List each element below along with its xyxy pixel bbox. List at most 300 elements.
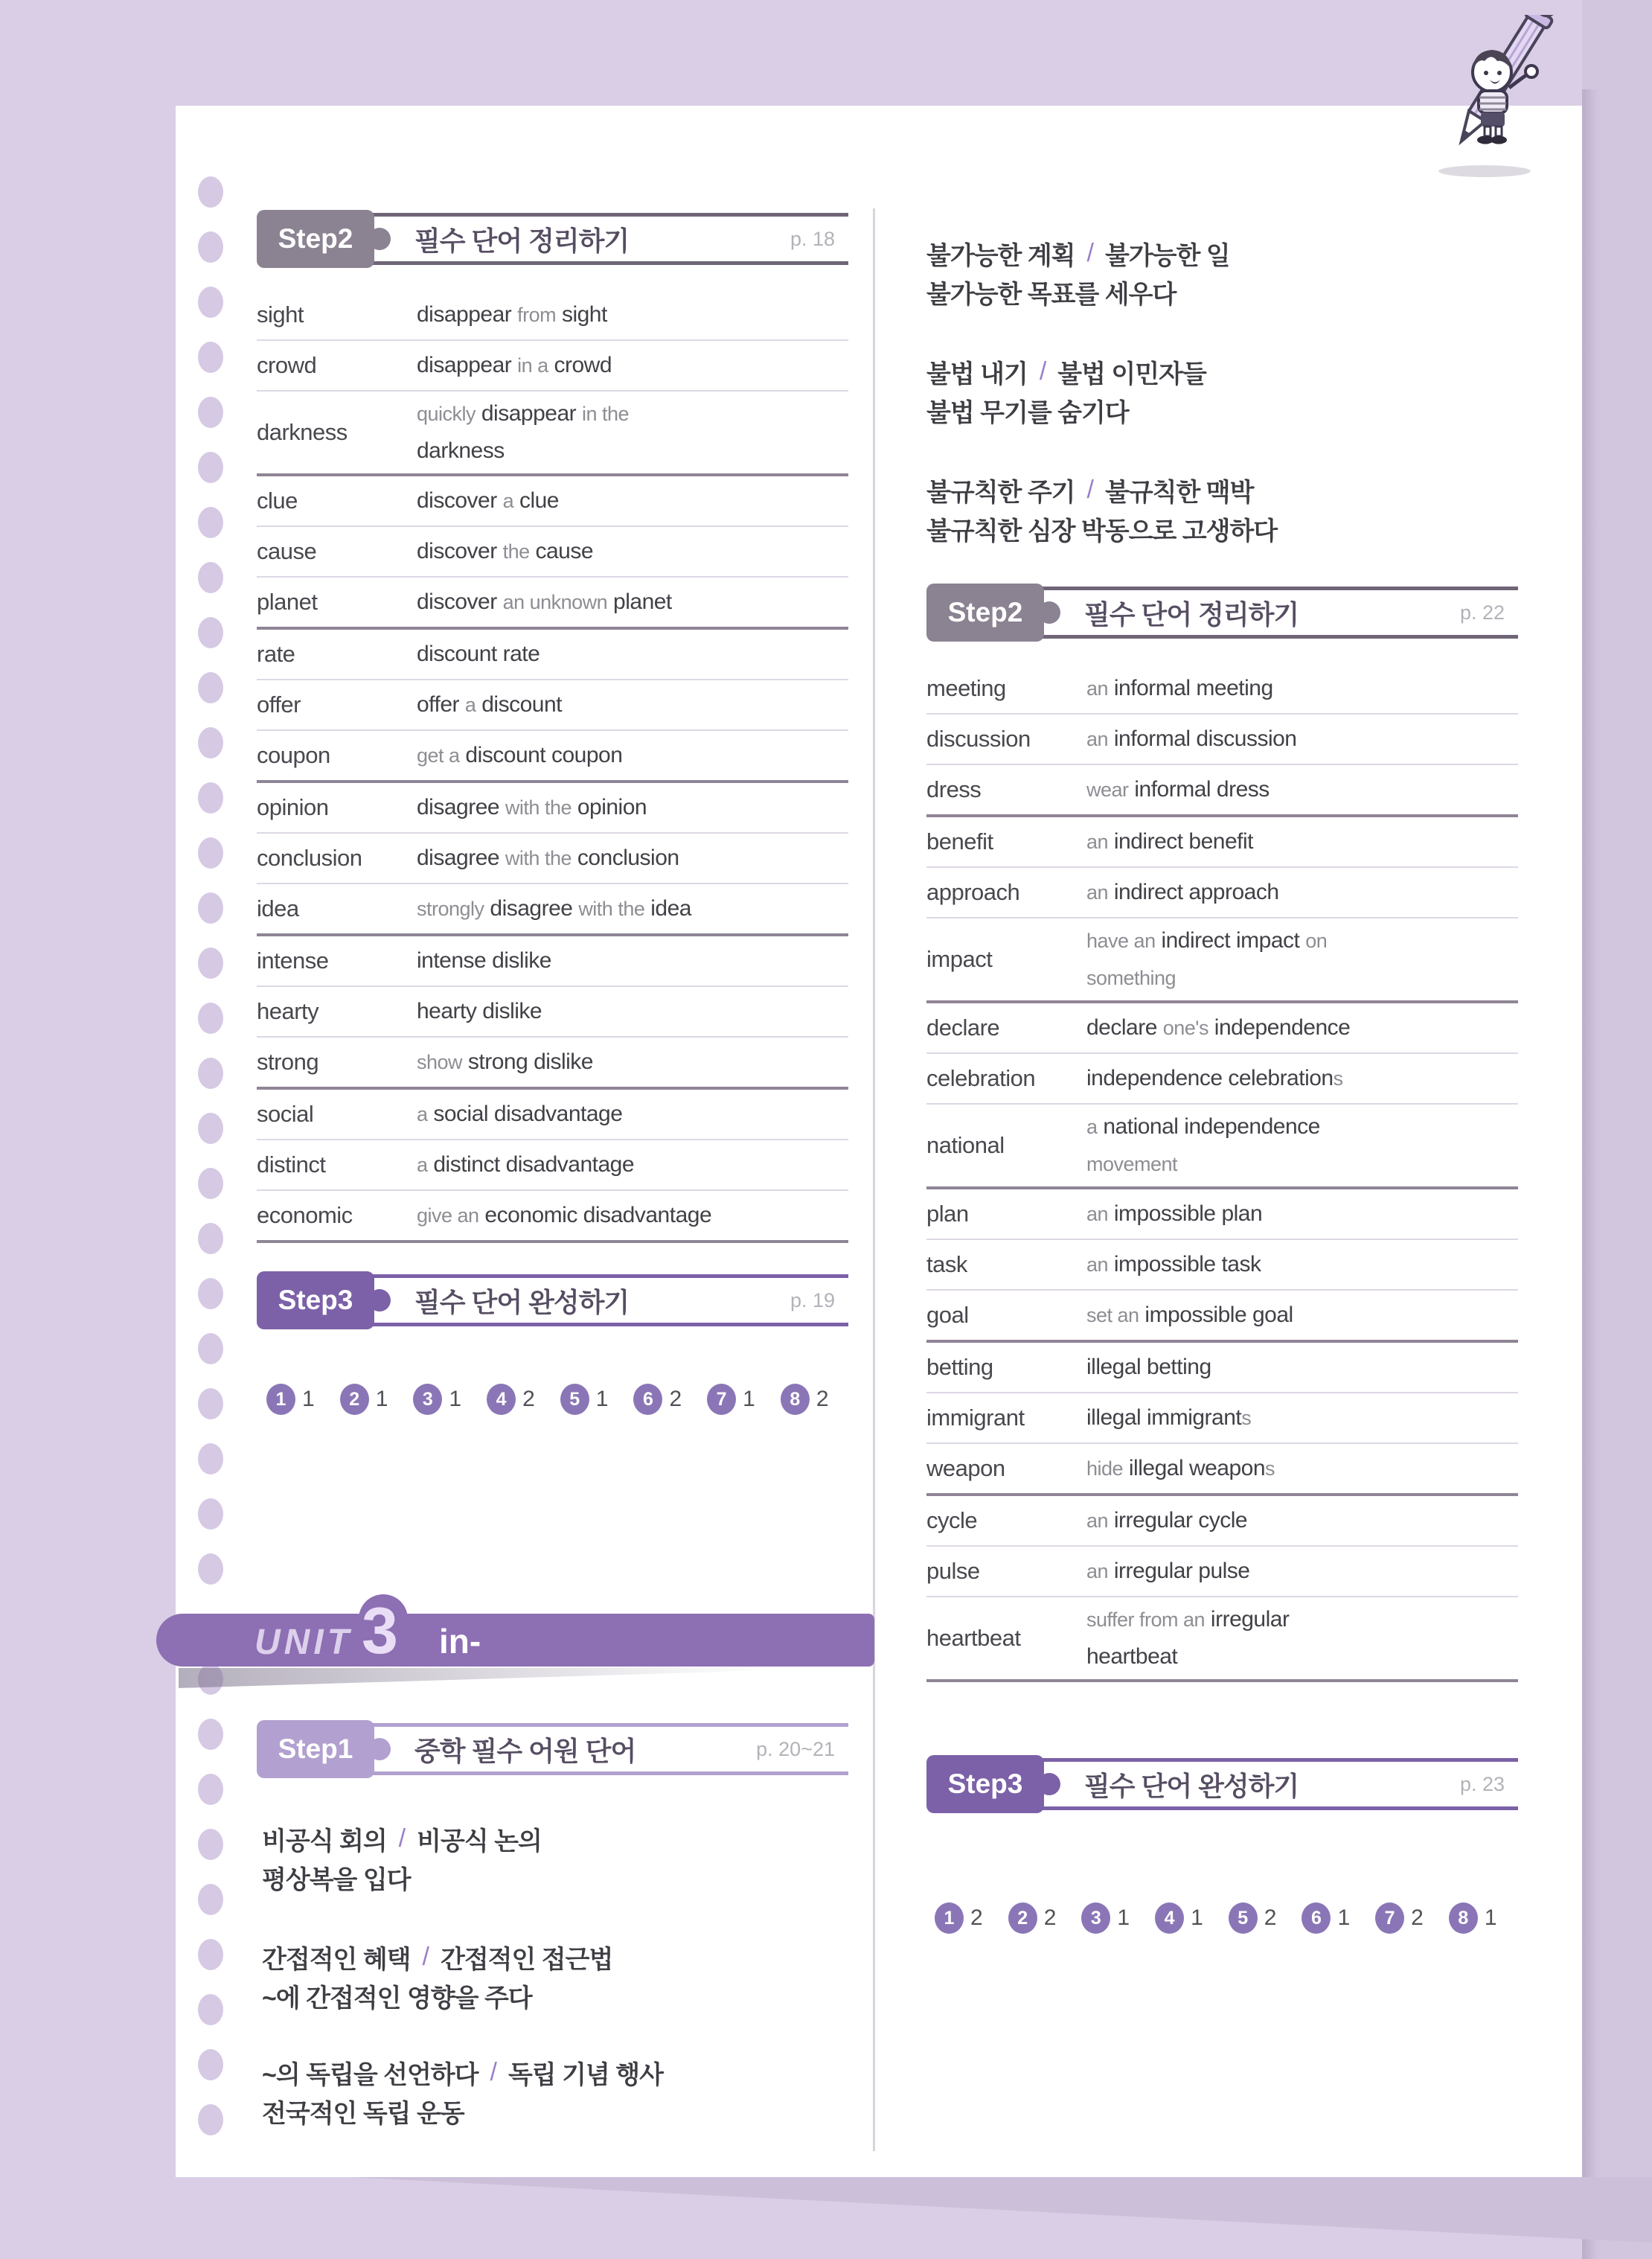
table-row (257, 578, 848, 630)
korean-phrase-line (926, 272, 1230, 311)
phrase-word-strong: strong dislike (467, 1049, 593, 1074)
answer-value: 2 (522, 1387, 535, 1411)
korean-phrase: 불법 내기 (926, 360, 1028, 389)
table-row (257, 731, 848, 783)
step3-header-tab (368, 1274, 848, 1326)
table-row (926, 765, 1518, 817)
step2-page-ref: p. 22 (1459, 601, 1505, 624)
binding-hole-icon (198, 672, 223, 703)
answer-value: 2 (1411, 1905, 1424, 1930)
binding-hole-icon (198, 948, 223, 979)
puzzle-connector-icon (368, 1738, 391, 1760)
phrase-word-muted: an (1086, 728, 1109, 750)
phrase-word-strong: opinion (577, 795, 647, 819)
entry-phrase (417, 840, 848, 877)
answer-item (487, 1384, 535, 1415)
answer-item (340, 1384, 388, 1415)
answer-value: 1 (743, 1387, 755, 1411)
entry-word: idea (257, 895, 299, 921)
table-row (257, 1191, 848, 1243)
korean-phrase-line (262, 2053, 663, 2092)
binding-hole-icon (198, 892, 223, 924)
binding-hole-icon (198, 1939, 223, 1970)
entry-word: celebration (926, 1065, 1036, 1091)
step2-badge: Step2 (926, 584, 1044, 642)
phrase-word-strong: irregular pulse (1113, 1559, 1250, 1583)
unit-topic: in- (439, 1622, 481, 1661)
step3-header-right (926, 1758, 1518, 1810)
entry-phrase (1086, 720, 1518, 758)
slash-separator: / (1039, 357, 1046, 386)
korean-phrase-line (262, 1858, 542, 1897)
binding-hole-icon (198, 1333, 223, 1364)
binding-hole-icon (198, 1719, 223, 1750)
phrase-word-strong: crowd (554, 353, 612, 377)
binding-hole-icon (198, 1553, 223, 1585)
phrase-word-strong: discover (417, 589, 497, 614)
entry-phrase (417, 993, 848, 1030)
phrase-word-strong: independence (1214, 1015, 1351, 1040)
phrase-word-muted: in the (581, 403, 630, 425)
korean-phrase: 독립 기념 행사 (508, 2060, 663, 2089)
phrase-word-muted: s (1265, 1457, 1275, 1480)
answer-item (633, 1384, 682, 1415)
table-row (257, 476, 848, 527)
korean-phrase-group (926, 234, 1230, 311)
entry-phrase (417, 395, 848, 470)
table-row (926, 868, 1518, 918)
answer-value: 2 (970, 1905, 983, 1930)
binding-hole-icon (198, 287, 223, 318)
phrase-word-strong: irregular cycle (1113, 1508, 1248, 1533)
answer-value: 2 (1043, 1905, 1057, 1930)
entry-phrase (1086, 1108, 1518, 1183)
step2-header-left (257, 213, 848, 265)
slash-separator: / (422, 1942, 429, 1971)
phrase-word-strong: national independence (1103, 1114, 1320, 1139)
phrase-word-strong: illegal betting (1086, 1355, 1211, 1379)
phrase-word-muted: an (1086, 1203, 1109, 1225)
phrase-word-muted: have an (1086, 930, 1156, 952)
entry-word: betting (926, 1354, 993, 1380)
step2-header-tab (1038, 587, 1518, 639)
step2-header-tab (368, 213, 848, 265)
table-row (926, 1003, 1518, 1054)
phrase-word-strong: economic disadvantage (484, 1203, 712, 1227)
entry-phrase (417, 686, 848, 723)
vocab-table-left (257, 290, 848, 1243)
answer-value: 1 (1191, 1905, 1203, 1930)
answer-item (560, 1384, 609, 1415)
phrase-word-muted: suffer from an (1086, 1608, 1206, 1631)
korean-phrase-group (262, 2053, 663, 2130)
entry-phrase (1086, 1349, 1518, 1386)
korean-phrase-group (262, 1819, 542, 1897)
answer-number-badge: 7 (1375, 1902, 1404, 1934)
entry-word: national (926, 1132, 1005, 1158)
entry-phrase (1086, 823, 1518, 860)
entry-phrase (1086, 1601, 1518, 1675)
korean-phrase-line (262, 1819, 542, 1858)
entry-phrase (417, 789, 848, 826)
korean-phrase: 간접적인 혜택 (262, 1945, 411, 1974)
answer-item (1155, 1902, 1203, 1934)
table-row (257, 987, 848, 1038)
entry-phrase (1086, 1195, 1518, 1233)
answer-item (1302, 1902, 1350, 1934)
table-row (257, 341, 848, 392)
phrase-word-muted: on (1305, 930, 1328, 952)
korean-phrase-line (926, 509, 1277, 548)
phrase-word-muted: something (1086, 967, 1176, 989)
answer-number-badge: 8 (781, 1384, 810, 1415)
entry-phrase (417, 584, 848, 621)
entry-word: opinion (257, 794, 329, 820)
phrase-word-muted: a (464, 694, 476, 716)
entry-word: cause (257, 538, 317, 564)
phrase-word-strong: intense dislike (417, 948, 551, 973)
phrase-word-strong: darkness (417, 438, 505, 463)
entry-phrase (1086, 874, 1518, 911)
step1-badge: Step1 (257, 1720, 374, 1778)
answer-item (935, 1902, 983, 1934)
entry-word: benefit (926, 828, 993, 854)
table-row (926, 1547, 1518, 1597)
binding-hole-icon (198, 1884, 223, 1915)
entry-word: heartbeat (926, 1625, 1021, 1651)
binding-hole-icon (198, 727, 223, 758)
column-divider (873, 208, 875, 2151)
answer-value: 1 (1484, 1905, 1497, 1930)
korean-phrase-group (926, 352, 1206, 429)
table-row (926, 1291, 1518, 1343)
phrase-word-strong: illegal immigrant (1086, 1405, 1242, 1430)
table-row (926, 1393, 1518, 1444)
entry-word: clue (257, 488, 298, 514)
korean-phrase: 불법 무기를 숨기다 (926, 398, 1129, 427)
step2-title: 필수 단어 정리하기 (414, 225, 630, 256)
phrase-word-muted: give an (417, 1204, 479, 1227)
answer-number-badge: 1 (935, 1902, 964, 1934)
binding-hole-icon (198, 782, 223, 814)
answer-number-badge: 4 (1155, 1902, 1184, 1934)
answer-value: 1 (302, 1387, 315, 1411)
phrase-word-strong: discount rate (417, 642, 540, 666)
table-row (257, 884, 848, 936)
answer-item (1449, 1902, 1497, 1934)
phrase-word-muted: the (502, 540, 530, 563)
korean-phrase: 전국적인 독립 운동 (262, 2099, 464, 2128)
phrase-word-strong: clue (519, 488, 559, 513)
binding-hole-icon (198, 1498, 223, 1530)
phrase-word-muted: one's (1162, 1017, 1208, 1039)
korean-phrase-group (926, 470, 1277, 548)
entry-word: immigrant (926, 1405, 1025, 1431)
entry-phrase (1086, 922, 1518, 997)
phrase-word-strong: disappear (417, 353, 512, 377)
phrase-word-muted: an (1086, 1253, 1109, 1276)
step3-title: 필수 단어 완성하기 (414, 1286, 630, 1317)
entry-word: goal (926, 1302, 969, 1328)
phrase-word-muted: an unknown (502, 591, 608, 613)
entry-word: discussion (926, 726, 1031, 752)
pencil-boy-icon (1414, 15, 1592, 186)
binding-hole-icon (198, 397, 223, 428)
korean-phrase-line (262, 1937, 612, 1976)
table-row (926, 817, 1518, 868)
entry-word: cycle (926, 1507, 978, 1533)
step2-badge: Step2 (257, 210, 374, 268)
binding-hole-icon (198, 176, 223, 208)
step2-page-ref: p. 18 (790, 227, 835, 250)
phrase-word-strong: illegal weapon (1128, 1456, 1266, 1480)
entry-word: planet (257, 589, 318, 615)
answer-item (413, 1384, 461, 1415)
entry-word: sight (257, 301, 304, 327)
phrase-word-strong: hearty dislike (417, 999, 542, 1023)
phrase-word-muted: a (417, 1103, 428, 1125)
answer-number-badge: 4 (487, 1384, 516, 1415)
phrase-word-strong: impossible task (1113, 1252, 1261, 1277)
entry-phrase (1086, 1399, 1518, 1437)
table-row (926, 1496, 1518, 1547)
phrase-word-strong: cause (535, 539, 594, 563)
korean-phrase: 불규칙한 맥박 (1104, 478, 1254, 507)
unit-number: 3 (362, 1594, 398, 1667)
answer-value: 2 (1264, 1905, 1277, 1930)
table-row (257, 527, 848, 578)
phrase-word-strong: conclusion (577, 846, 679, 870)
binding-hole-icon (198, 1278, 223, 1309)
step3-title: 필수 단어 완성하기 (1084, 1770, 1299, 1801)
answer-key-left (266, 1383, 829, 1416)
answer-number-badge: 2 (340, 1384, 369, 1415)
binding-hole-icon (198, 1003, 223, 1034)
entry-phrase (1086, 1502, 1518, 1539)
entry-word: meeting (926, 675, 1006, 701)
entry-phrase (1086, 1246, 1518, 1283)
binding-hole-icon (198, 1994, 223, 2025)
entry-word: weapon (926, 1455, 1005, 1481)
korean-phrase: 불가능한 일 (1104, 241, 1230, 270)
answer-value: 1 (1117, 1905, 1130, 1930)
entry-phrase (417, 890, 848, 927)
table-row (926, 664, 1518, 715)
table-row (257, 834, 848, 884)
entry-phrase (417, 533, 848, 570)
korean-phrase: 불법 이민자들 (1057, 360, 1206, 389)
entry-phrase (417, 636, 848, 673)
binding-hole-icon (198, 837, 223, 869)
entry-word: economic (257, 1202, 353, 1228)
binding-hole-icon (198, 1113, 223, 1144)
korean-phrase: 비공식 회의 (262, 1827, 387, 1856)
phrase-word-strong: idea (650, 896, 691, 921)
table-row (926, 1054, 1518, 1105)
binding-hole-icon (198, 1223, 223, 1254)
entry-word: coupon (257, 742, 330, 768)
phrase-word-muted: strongly (417, 898, 484, 920)
puzzle-connector-icon (368, 228, 391, 250)
phrase-word-muted: s (1241, 1407, 1252, 1429)
entry-phrase (417, 942, 848, 980)
phrase-word-strong: disagree (490, 896, 573, 921)
phrase-word-muted: s (1333, 1067, 1343, 1090)
phrase-word-strong: disappear (417, 302, 512, 327)
slash-separator: / (1086, 238, 1093, 267)
table-row (926, 715, 1518, 765)
answer-item (1229, 1902, 1277, 1934)
phrase-word-strong: sight (561, 302, 607, 327)
korean-phrase: 불규칙한 심장 박동으로 고생하다 (926, 517, 1278, 546)
phrase-word-strong: distinct disadvantage (433, 1152, 635, 1177)
step1-header-tab (368, 1723, 848, 1775)
puzzle-connector-icon (368, 1289, 391, 1311)
answer-number-badge: 5 (1229, 1902, 1258, 1934)
puzzle-connector-icon (1038, 601, 1060, 624)
binding-hole-icon (198, 231, 223, 263)
step3-header-tab (1038, 1758, 1518, 1810)
step3-badge: Step3 (926, 1755, 1044, 1813)
table-row (257, 783, 848, 834)
entry-phrase (417, 482, 848, 520)
phrase-word-strong: discount (481, 692, 562, 717)
phrase-word-strong: irregular (1210, 1607, 1290, 1632)
answer-item (1008, 1902, 1057, 1934)
answer-value: 1 (1337, 1905, 1351, 1930)
entry-word: offer (257, 691, 301, 718)
phrase-word-strong: heartbeat (1086, 1644, 1178, 1669)
entry-phrase (417, 1044, 848, 1081)
entry-word: strong (257, 1049, 319, 1075)
korean-phrase-line (926, 391, 1206, 429)
entry-phrase (1086, 771, 1518, 808)
phrase-word-strong: disagree (417, 795, 500, 819)
entry-word: pulse (926, 1558, 980, 1584)
table-row (257, 392, 848, 476)
korean-phrase: ~에 간접적인 영향을 주다 (262, 1984, 532, 2013)
korean-phrase-line (926, 470, 1277, 509)
step3-badge: Step3 (257, 1271, 374, 1329)
entry-word: declare (926, 1015, 1000, 1041)
answer-number-badge: 6 (633, 1384, 662, 1415)
answer-value: 1 (449, 1387, 462, 1411)
entry-word: dress (926, 776, 982, 802)
entry-phrase (1086, 1060, 1518, 1097)
phrase-word-muted: with the (505, 847, 572, 869)
answer-value: 1 (375, 1387, 388, 1411)
table-row (926, 1343, 1518, 1393)
entry-word: crowd (257, 352, 317, 378)
korean-phrase: 불가능한 계획 (926, 241, 1075, 270)
answer-item (1375, 1902, 1424, 1934)
phrase-word-muted: a (1086, 1116, 1098, 1138)
answer-number-badge: 6 (1302, 1902, 1331, 1934)
korean-phrase-line (262, 1976, 612, 2015)
entry-phrase (1086, 670, 1518, 707)
binding-hole-icon (198, 1058, 223, 1089)
table-row (257, 680, 848, 731)
entry-word: plan (926, 1201, 969, 1227)
binding-hole-icon (198, 507, 223, 538)
entry-phrase (1086, 1450, 1518, 1487)
entry-phrase (417, 1146, 848, 1183)
step3-header-left (257, 1274, 848, 1326)
binding-hole-icon (198, 2049, 223, 2080)
phrase-word-muted: show (417, 1051, 463, 1073)
phrase-word-muted: from (517, 304, 557, 326)
table-row (257, 1038, 848, 1090)
phrase-word-strong: disagree (417, 846, 500, 870)
phrase-word-muted: a (502, 490, 514, 512)
step3-page-ref: p. 23 (1459, 1772, 1505, 1795)
entry-word: conclusion (257, 845, 362, 871)
step2-header-right (926, 587, 1518, 639)
korean-phrase-group (262, 1937, 612, 2015)
answer-item (1081, 1902, 1130, 1934)
phrase-word-muted: in a (517, 354, 548, 377)
korean-phrase: 불가능한 목표를 세우다 (926, 280, 1176, 309)
binding-hole-icon (198, 1829, 223, 1860)
answer-item (266, 1384, 315, 1415)
phrase-word-muted: with the (578, 898, 645, 920)
answer-value: 2 (669, 1387, 682, 1411)
phrase-word-muted: an (1086, 831, 1109, 853)
phrase-word-muted: with the (505, 796, 572, 819)
phrase-word-strong: independence celebration (1086, 1066, 1334, 1090)
entry-word: intense (257, 948, 329, 974)
entry-phrase (1086, 1553, 1518, 1590)
binding-hole-icon (198, 1443, 223, 1474)
phrase-word-strong: discount coupon (465, 743, 623, 767)
phrase-word-strong: discover (417, 539, 497, 563)
unit-label: UNIT (254, 1623, 353, 1662)
step1-page-ref: p. 20~21 (756, 1737, 835, 1760)
phrase-word-strong: social disadvantage (433, 1102, 623, 1126)
answer-item (781, 1384, 829, 1415)
unit-banner (156, 1594, 874, 1667)
binding-hole-icon (198, 562, 223, 593)
entry-phrase (417, 1197, 848, 1234)
table-row (257, 936, 848, 987)
entry-word: impact (926, 946, 993, 972)
slash-separator: / (490, 2057, 496, 2086)
phrase-word-strong: declare (1086, 1015, 1157, 1040)
table-row (926, 1597, 1518, 1682)
phrase-word-strong: impossible goal (1144, 1303, 1293, 1327)
entry-phrase (417, 1096, 848, 1133)
entry-word: rate (257, 641, 295, 667)
table-row (257, 290, 848, 341)
table-row (926, 1105, 1518, 1189)
korean-phrase: 평상복을 입다 (262, 1865, 411, 1894)
table-row (926, 1240, 1518, 1291)
answer-number-badge: 1 (266, 1384, 295, 1415)
phrase-word-muted: get a (417, 744, 460, 767)
binding-hole-icon (198, 2104, 223, 2135)
answer-number-badge: 5 (560, 1384, 589, 1415)
entry-word: social (257, 1101, 314, 1127)
korean-phrase: 비공식 논의 (417, 1827, 542, 1856)
answer-value: 1 (595, 1387, 609, 1411)
phrase-word-strong: indirect impact (1161, 928, 1300, 953)
phrase-word-muted: set an (1086, 1304, 1139, 1326)
answer-value: 2 (816, 1387, 829, 1411)
vocab-table-right (926, 664, 1518, 1682)
phrase-word-muted: quickly (417, 403, 476, 425)
entry-word: distinct (257, 1151, 326, 1178)
slash-separator: / (398, 1824, 406, 1853)
